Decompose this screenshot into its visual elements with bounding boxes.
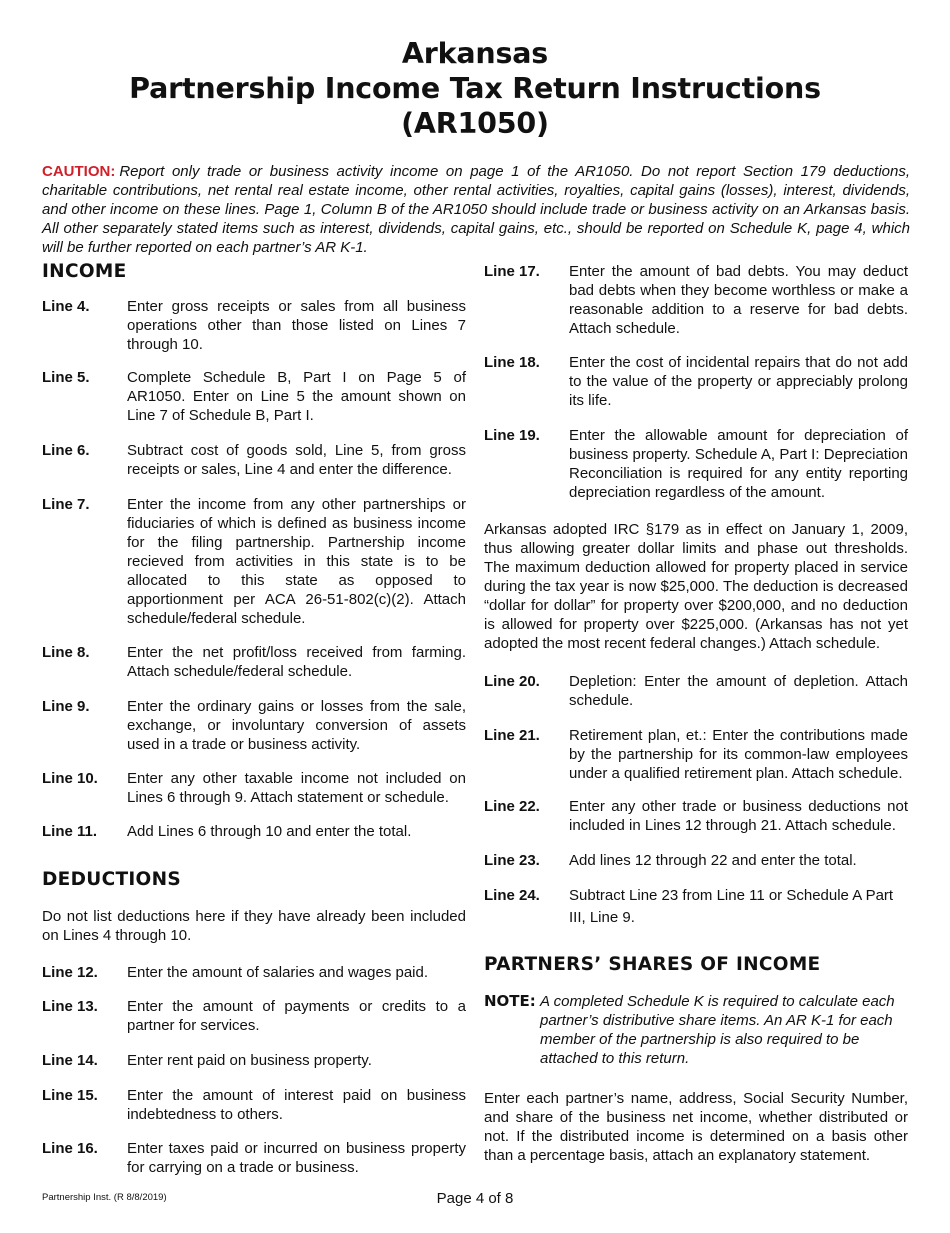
line-text: Enter the allowable amount for depreciation of business property. Schedule A, Part I: Depreciation Reconciliation is required for any entity reporting depreciation regardless of the amount. — [569, 427, 908, 501]
caution-label: CAUTION: — [42, 163, 116, 180]
partners-paragraph: Enter each partner’s name, address, Social Security Number, and share of the business net income, whether distributed or not. If the distributed income is determined on a basis other than a percentage basis, attach an explanatory statement. — [484, 1090, 908, 1164]
line-label: Line 11. — [42, 823, 98, 840]
caution-paragraph — [42, 162, 910, 257]
line-16 — [42, 1139, 466, 1177]
line-14 — [42, 1051, 466, 1070]
line-label: Line 22. — [484, 798, 540, 815]
document-title — [0, 0, 950, 141]
line-13 — [42, 997, 466, 1035]
line-label: Line 4. — [42, 298, 90, 315]
line-text: Add lines 12 through 22 and enter the total. — [569, 852, 857, 869]
line-label: Line 19. — [484, 427, 540, 444]
line-label: Line 6. — [42, 442, 90, 459]
line-label: Line 14. — [42, 1052, 98, 1069]
irc-179-paragraph: Arkansas adopted IRC §179 as in effect on January 1, 2009, thus allowing greater dollar limits and phase out thresholds. The maximum deduction allowed for property placed in service during the tax year is now $25,000. The deduction is decreased “dollar for dollar” for property over $200,000, and no deduction is allowed for property over $225,000. (Arkansas has not yet adopted the most recent federal changes.) Attach schedule. — [484, 521, 908, 652]
line-8 — [42, 643, 466, 681]
line-15 — [42, 1086, 466, 1124]
partners-note — [484, 992, 908, 1068]
line-text: Enter any other taxable income not included on Lines 6 through 9. Attach statement or schedule. — [127, 770, 466, 806]
line-text: Enter the cost of incidental repairs that do not add to the value of the property or appreciably prolong its life. — [569, 354, 908, 409]
line-4 — [42, 297, 466, 354]
line-text: Complete Schedule B, Part I on Page 5 of AR1050. Enter on Line 5 the amount shown on Line 7 of Schedule B, Part I. — [127, 369, 466, 424]
line-11 — [42, 822, 466, 841]
line-23 — [484, 851, 908, 870]
line-label: Line 21. — [484, 727, 540, 744]
line-label: Line 15. — [42, 1087, 98, 1104]
line-label: Line 13. — [42, 998, 98, 1015]
line-text: Depletion: Enter the amount of depletion. Attach schedule. — [569, 673, 908, 709]
caution-text: Report only trade or business activity income on page 1 of the AR1050. Do not report Section 179 deductions, charitable contributions, net rental real estate income, other rental activities, royalties, capital gains (losses), interest, dividends, and other income on these lines. Page 1, Column B of the AR1050 should include trade or business activity on an Arkansas basis. All other separately stated items such as interest, dividends, capital gains, etc., should be reported on Schedule K, page 4, which will be further reported on each partner’s AR K-1. — [42, 163, 910, 256]
line-9 — [42, 697, 466, 754]
line-label: Line 12. — [42, 964, 98, 981]
line-10 — [42, 769, 466, 807]
note-text: A completed Schedule K is required to calculate each partner’s distributive share items. An AR K-1 for each member of the partnership is also required to be attached to this return. — [540, 993, 895, 1067]
line-12 — [42, 963, 466, 982]
line-6 — [42, 441, 466, 479]
title-line-state: Arkansas — [401, 37, 549, 70]
page-number: Page 4 of 8 — [436, 1190, 514, 1207]
line-18 — [484, 353, 908, 410]
title-line-form: (AR1050) — [401, 107, 549, 140]
line-text: Enter taxes paid or incurred on business property for carrying on a trade or business. — [127, 1140, 466, 1176]
line-label: Line 9. — [42, 698, 90, 715]
line-label: Line 8. — [42, 644, 90, 661]
line-20 — [484, 672, 908, 710]
line-label: Line 17. — [484, 263, 540, 280]
income-heading: INCOME — [42, 261, 127, 282]
line-24 — [484, 885, 908, 929]
deductions-heading: DEDUCTIONS — [42, 869, 181, 890]
line-7 — [42, 495, 466, 628]
line-label: Line 16. — [42, 1140, 98, 1157]
line-text: Subtract cost of goods sold, Line 5, from gross receipts or sales, Line 4 and enter the difference. — [127, 442, 466, 478]
title-line-main: Partnership Income Tax Return Instructions — [129, 72, 821, 105]
line-5 — [42, 368, 466, 425]
form-revision-id: Partnership Inst. (R 8/8/2019) — [42, 1192, 167, 1203]
line-text: Enter the amount of interest paid on business indebtedness to others. — [127, 1087, 466, 1123]
line-text: Enter the amount of payments or credits to a partner for services. — [127, 998, 466, 1034]
line-text: Enter rent paid on business property. — [127, 1052, 372, 1069]
partners-shares-heading: PARTNERS’ SHARES OF INCOME — [484, 954, 821, 975]
line-22 — [484, 797, 908, 835]
line-label: Line 24. — [484, 887, 540, 904]
deductions-intro: Do not list deductions here if they have already been included on Lines 4 through 10. — [42, 908, 466, 944]
line-text: Enter the amount of bad debts. You may deduct bad debts when they become worthless or make a reasonable addition to a reserve for bad debts. Attach schedule. — [569, 263, 908, 337]
line-text: Enter the amount of salaries and wages paid. — [127, 964, 429, 981]
line-text: Enter the ordinary gains or losses from the sale, exchange, or involuntary conversion of assets used in a trade or business activity. — [127, 698, 466, 753]
line-17 — [484, 262, 908, 338]
line-text: Enter the income from any other partnerships or fiduciaries of which is defined as business income for the filing partnership. Partnership income recieved from activities in this state is to be allocated to this state as opposed to apportionment per ACA 26-51-802(c)(2). Attach schedule/federal schedule. — [127, 496, 466, 627]
line-21 — [484, 726, 908, 783]
line-label: Line 10. — [42, 770, 98, 787]
line-label: Line 20. — [484, 673, 540, 690]
line-19 — [484, 426, 908, 502]
line-text: Enter any other trade or business deductions not included in Lines 12 through 21. Attach schedule. — [569, 798, 908, 834]
line-label: Line 5. — [42, 369, 90, 386]
note-label: NOTE: — [484, 992, 536, 1010]
line-label: Line 23. — [484, 852, 540, 869]
line-label: Line 7. — [42, 496, 90, 513]
line-text: Retirement plan, et.: Enter the contributions made by the partnership for its common-law employees under a qualified retirement plan. Attach schedule. — [569, 727, 908, 782]
line-text: Subtract Line 23 from Line 11 or Schedule A Part III, Line 9. — [569, 887, 894, 926]
line-text: Enter the net profit/loss received from farming. Attach schedule/federal schedule. — [127, 644, 466, 680]
line-label: Line 18. — [484, 354, 540, 371]
line-text: Enter gross receipts or sales from all business operations other than those listed on Lines 7 through 10. — [127, 298, 466, 353]
line-text: Add Lines 6 through 10 and enter the total. — [127, 823, 412, 840]
